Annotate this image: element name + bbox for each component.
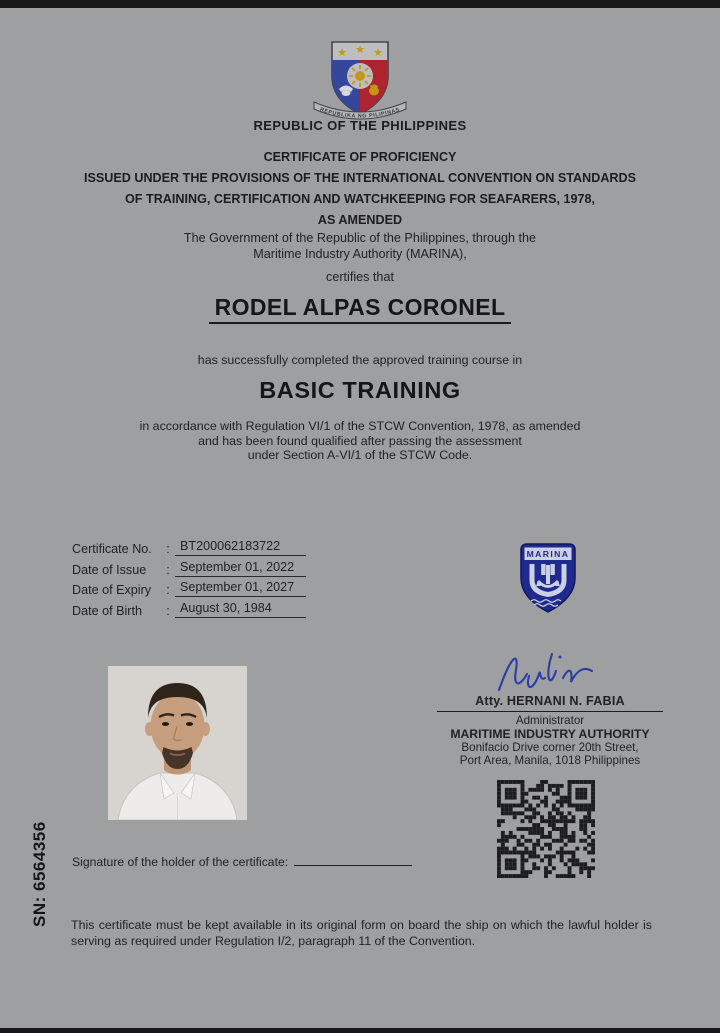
qr-code bbox=[497, 780, 595, 878]
seal-banner-text: REPUBLIKA NG PILIPINAS bbox=[319, 107, 401, 120]
completed-statement: has successfully completed the approved training course in bbox=[197, 353, 523, 367]
marina-logo-icon bbox=[519, 542, 577, 614]
issued-line-2: OF TRAINING, CERTIFICATION AND WATCHKEEPING FOR SEAFARERS, 1978, bbox=[125, 192, 595, 206]
svg-text:★: ★ bbox=[355, 44, 365, 56]
lion-glyph bbox=[369, 85, 379, 96]
marina-logo-text: MARINA bbox=[526, 549, 570, 560]
holder-photo bbox=[108, 666, 247, 820]
holder-signature-row bbox=[72, 853, 412, 869]
signatory-block: Atty. HERNANI N. FABIA Administrator MARITIME INDUSTRY AUTHORITY Bonifacio Drive corner 20th Street, Port Area, Manila, 1018 Philippines bbox=[437, 694, 663, 767]
certificate-heading bbox=[0, 147, 720, 231]
holder-signature-label: Signature of the holder of the certificate: bbox=[72, 855, 289, 869]
detail-row-date-of-issue: Date of Issue : September 01, 2022 bbox=[72, 556, 332, 577]
viewer-bottom-bar bbox=[0, 1028, 720, 1033]
detail-row-date-of-birth: Date of Birth : August 30, 1984 bbox=[72, 597, 332, 618]
government-statement: The Government of the Republic of the Philippines, through the Maritime Industry Authority (MARINA), bbox=[183, 231, 537, 261]
issued-line-3: AS AMENDED bbox=[317, 213, 403, 227]
date-of-birth-value: August 30, 1984 bbox=[175, 601, 306, 618]
viewer-top-bar bbox=[0, 0, 720, 8]
svg-text:★: ★ bbox=[337, 47, 347, 59]
certifies-that-text: certifies that bbox=[326, 270, 394, 284]
date-of-issue-value: September 01, 2022 bbox=[175, 560, 306, 577]
date-of-expiry-value: September 01, 2027 bbox=[175, 580, 306, 597]
course-title: BASIC TRAINING bbox=[259, 377, 461, 403]
issued-line-1: ISSUED UNDER THE PROVISIONS OF THE INTERNATIONAL CONVENTION ON STANDARDS bbox=[83, 171, 637, 185]
certificate-details bbox=[72, 535, 332, 618]
holder-signature-line bbox=[294, 853, 412, 866]
detail-row-date-of-expiry: Date of Expiry : September 01, 2027 bbox=[72, 577, 332, 598]
administrator-signature-icon bbox=[489, 644, 601, 700]
svg-text:★: ★ bbox=[373, 47, 383, 59]
regulation-statement: in accordance with Regulation VI/1 of the STCW Convention, 1978, as amended and has been found qualified after passing the assessment under Section A-VI/1 of the STCW Code. bbox=[139, 419, 581, 462]
signatory-title: Administrator bbox=[515, 714, 585, 727]
certificate-number-value: BT200062183722 bbox=[175, 539, 306, 556]
signatory-organization: MARITIME INDUSTRY AUTHORITY bbox=[450, 727, 650, 741]
country-title: REPUBLIC OF THE PHILIPPINES bbox=[253, 118, 467, 133]
detail-row-certificate-no: Certificate No. : BT200062183722 bbox=[72, 535, 332, 556]
certificate-page bbox=[0, 8, 720, 1028]
serial-number: SN: 6564356 bbox=[30, 821, 49, 927]
holder-name: RODEL ALPAS CORONEL bbox=[0, 294, 720, 324]
cert-title-line: CERTIFICATE OF PROFICIENCY bbox=[263, 150, 457, 164]
philippines-coat-of-arms-icon bbox=[302, 36, 418, 124]
signatory-name: Atty. HERNANI N. FABIA bbox=[437, 694, 663, 712]
footer-note: This certificate must be kept available in its original form on board the ship on which the lawful holder is serving as required under Regulation I/2, paragraph 11 of the Convention. bbox=[71, 918, 652, 948]
